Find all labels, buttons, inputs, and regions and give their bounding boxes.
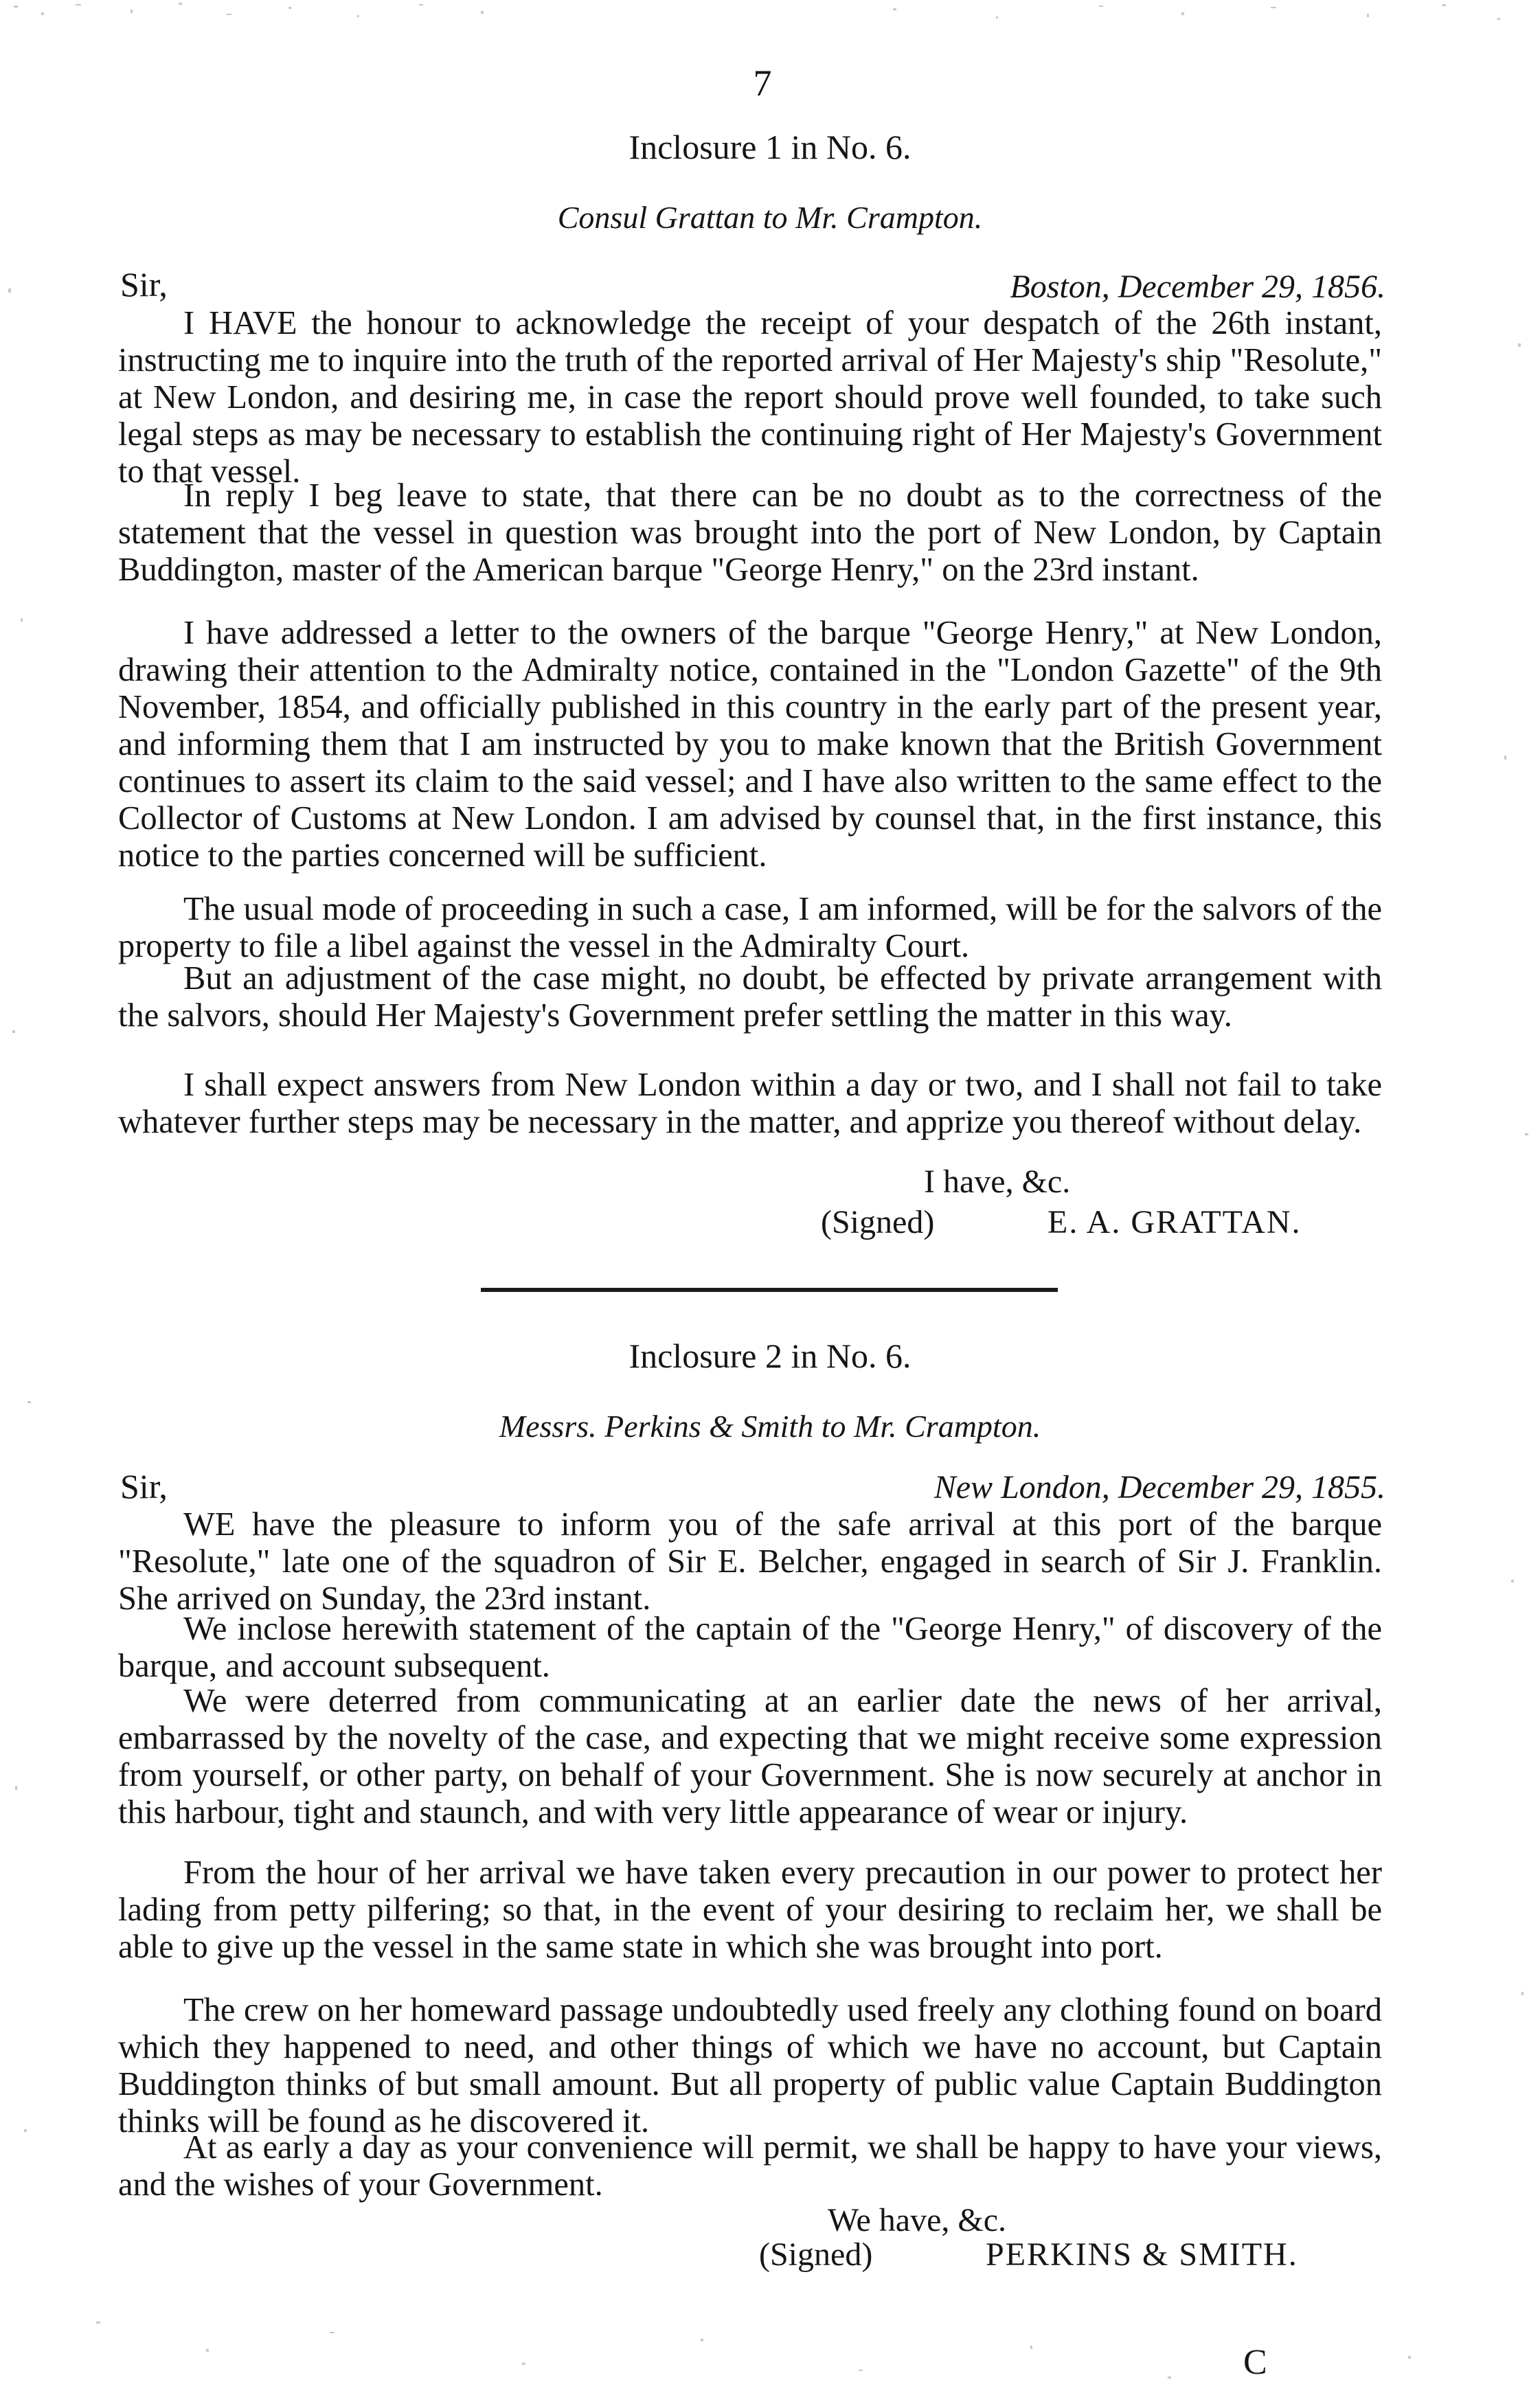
inclosure-1-paragraph-1: I HAVE the honour to acknowledge the receipt of your despatch of the 26th instant, instructing me to inquire into the truth of the reported arrival of Her Majesty's ship "Resolute," at New London, and desiring me, in case the report should prove well founded, to take such legal steps as may be necessary to establish the continuing right of Her Majesty's Government to that vessel. <box>118 305 1382 490</box>
inclosure-1-dateline <box>1010 268 1385 306</box>
inclosure-2-paragraph-6: At as early a day as your convenience will permit, we shall be happy to have your views, and the wishes of your Government. <box>118 2129 1382 2203</box>
inclosure-2-paragraph-1: WE have the pleasure to inform you of the safe arrival at this port of the barque "Resolute," late one of the squadron of Sir E. Belcher, engaged in search of Sir J. Franklin. She arrived on Sunday, the 23rd instant. <box>118 1506 1382 1617</box>
inclosure-1-signer: E. A. GRATTAN. <box>1048 1204 1302 1240</box>
inclosure-2-closing: We have, &c. <box>828 2202 1007 2238</box>
inclosure-1-paragraph-6: I shall expect answers from New London within a day or two, and I shall not fail to take whatever further steps may be necessary in the matter, and apprize you thereof without delay. <box>118 1067 1382 1140</box>
inclosure-1-date: December 29, 1856. <box>1118 269 1385 305</box>
inclosure-2-paragraph-5: The crew on her homeward passage undoubtedly used freely any clothing found on board which they happened to need, and other things of which we have no account, but Captain Buddington thinks of but small amount. But all property of public value Captain Buddington thinks will be found as he discovered it. <box>118 1992 1382 2139</box>
inclosure-1-closing: I have, &c. <box>924 1164 1071 1200</box>
signature-mark: C <box>1243 2343 1267 2382</box>
inclosure-2-paragraph-4: From the hour of her arrival we have taken every precaution in our power to protect her lading from petty pilfering; so that, in the event of your desiring to reclaim her, we shall be able to give up the vessel in the same state in which she was brought into port. <box>118 1854 1382 1965</box>
inclosure-2-signer: PERKINS & SMITH. <box>986 2236 1298 2273</box>
inclosure-1-heading: Inclosure 1 in No. 6. <box>629 128 911 166</box>
inclosure-2-date-place: New London, <box>933 1469 1110 1506</box>
inclosure-2-subheading: Messrs. Perkins & Smith to Mr. Crampton. <box>499 1409 1041 1444</box>
inclosure-2-paragraph-2: We inclose herewith statement of the captain of the "George Henry," of discovery of the barque, and account subsequent. <box>118 1611 1382 1684</box>
inclosure-2-paragraph-3: We were deterred from communicating at an earlier date the news of her arrival, embarrassed by the novelty of the case, and expecting that we might receive some expression from yourself, or other party, on behalf of your Government. She is now securely at anchor in this harbour, tight and staunch, and with very little appearance of wear or injury. <box>118 1683 1382 1830</box>
inclosure-1-subheading: Consul Grattan to Mr. Crampton. <box>557 200 983 235</box>
inclosure-2-dateline <box>934 1468 1385 1506</box>
page-number: 7 <box>753 63 772 104</box>
section-divider <box>481 1288 1058 1292</box>
inclosure-1-date-place: Boston, <box>1010 269 1110 305</box>
inclosure-1-paragraph-5: But an adjustment of the case might, no doubt, be effected by private arrangement with the salvors, should Her Majesty's Government prefer settling the matter in this way. <box>118 960 1382 1034</box>
inclosure-2-salutation: Sir, <box>120 1467 168 1506</box>
inclosure-2-heading: Inclosure 2 in No. 6. <box>629 1337 911 1375</box>
inclosure-1-salutation: Sir, <box>120 265 168 304</box>
inclosure-2-date: December 29, 1855. <box>1118 1469 1385 1506</box>
inclosure-1-paragraph-2: In reply I beg leave to state, that there can be no doubt as to the correctness of the statement that the vessel in question was brought into the port of New London, by Captain Buddington, master of the American barque "George Henry," on the 23rd instant. <box>118 477 1382 588</box>
inclosure-1-paragraph-3: I have addressed a letter to the owners of the barque "George Henry," at New London, drawing their attention to the Admiralty notice, contained in the "London Gazette" of the 9th November, 1854, and officially published in this country in the early part of the present year, and informing them that I am instructed by you to make known that the British Government continues to assert its claim to the said vessel; and I have also written to the same effect to the Collector of Customs at New London. I am advised by counsel that, in the first instance, this notice to the parties concerned will be sufficient. <box>118 615 1382 874</box>
inclosure-1-signed-label: (Signed) <box>821 1204 935 1240</box>
inclosure-1-paragraph-4: The usual mode of proceeding in such a case, I am informed, will be for the salvors of the property to file a libel against the vessel in the Admiralty Court. <box>118 891 1382 964</box>
inclosure-2-signed-label: (Signed) <box>759 2236 873 2273</box>
